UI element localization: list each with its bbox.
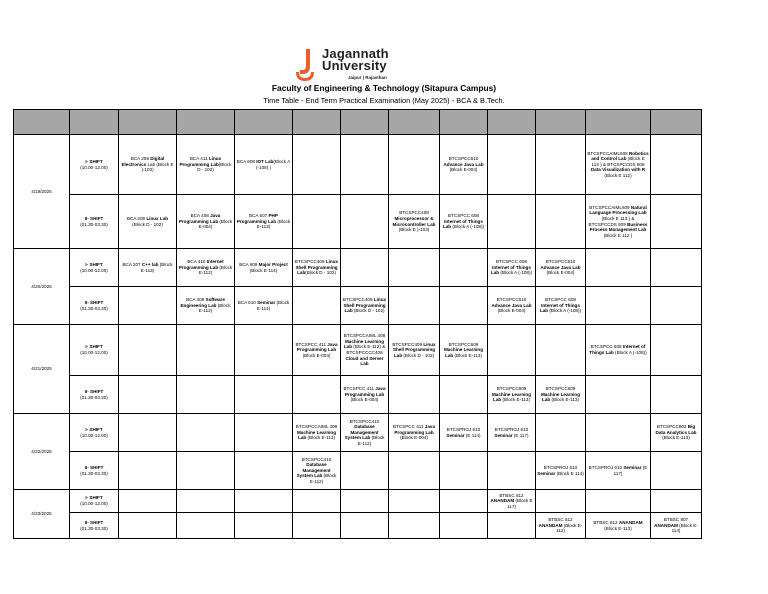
table-row	[14, 249, 702, 287]
table-row	[14, 490, 702, 513]
empty-cell	[235, 376, 293, 414]
exam-cell: BTCSPROJ 610 Seminar (E 117)	[488, 414, 536, 452]
header-cell	[536, 110, 586, 135]
shift-cell: II- SHIFT (01.30-03.30)	[70, 287, 119, 325]
empty-cell	[389, 490, 440, 513]
university-logo	[294, 48, 474, 84]
empty-cell	[536, 490, 586, 513]
table-row	[14, 414, 702, 452]
exam-cell: BCA 410 Internet Programming Lab (Block E-112)	[177, 249, 235, 287]
empty-cell	[389, 135, 440, 195]
empty-cell	[293, 135, 341, 195]
empty-cell	[177, 325, 235, 376]
empty-cell	[488, 325, 536, 376]
empty-cell	[651, 376, 702, 414]
header-row	[14, 110, 702, 135]
empty-cell	[235, 513, 293, 539]
empty-cell	[177, 452, 235, 490]
empty-cell	[293, 287, 341, 325]
empty-cell	[536, 325, 586, 376]
empty-cell	[389, 249, 440, 287]
exam-cell: BTCSPCCAIML609 Natural Language Processing Lab (Block E 113 ) & BTCSPCCDS 609 Business Process Management Lab (Block E 112 )	[586, 195, 651, 249]
empty-cell	[440, 452, 488, 490]
date-cell: 4/20/2025	[14, 249, 70, 325]
shift-cell: I- SHIFT (10.00-12.00)	[70, 325, 119, 376]
table-row	[14, 513, 702, 539]
logo-location: Jaipur | Rajasthan	[348, 75, 387, 80]
empty-cell	[651, 325, 702, 376]
exam-cell: BCA 408 Java Programming Lab (Block E-004)	[177, 195, 235, 249]
shift-cell: I- SHIFT (10.00-12.00)	[70, 490, 119, 513]
empty-cell	[177, 376, 235, 414]
empty-cell	[651, 490, 702, 513]
logo-wordmark	[322, 48, 389, 72]
empty-cell	[389, 513, 440, 539]
empty-cell	[119, 287, 177, 325]
exam-cell: BTCSPCC610 Advance Java Lab (Block E-004)	[536, 249, 586, 287]
exam-cell: BTCSPCC 608 Internet of Things Lab (Block A (-108))	[488, 249, 536, 287]
empty-cell	[177, 414, 235, 452]
shift-cell: I- SHIFT (10.00-12.00)	[70, 414, 119, 452]
empty-cell	[651, 195, 702, 249]
shift-cell: II- SHIFT (01.30-03.30)	[70, 513, 119, 539]
exam-cell: BCA 607 PHP Programming Lab (Block E-113)	[235, 195, 293, 249]
exam-cell: BTCSPCC409 Linux Shell Programming Lab (Block D - 102)	[389, 325, 440, 376]
exam-cell: BTCSPCC 608 Internet of Things Lab (Block A (-108))	[586, 325, 651, 376]
empty-cell	[119, 376, 177, 414]
timetable	[13, 109, 702, 539]
empty-cell	[341, 452, 389, 490]
table-row	[14, 287, 702, 325]
empty-cell	[341, 249, 389, 287]
header-cell	[389, 110, 440, 135]
empty-cell	[488, 135, 536, 195]
empty-cell	[586, 376, 651, 414]
header-cell	[119, 110, 177, 135]
exam-cell: BTCSPCC410 Database Management System Lab (Block E-112)	[293, 452, 341, 490]
exam-cell: BCA 610 Seminar (Block E-114)	[235, 287, 293, 325]
exam-cell: BCA 411 Linux Programming Lab(Block D - 102)	[177, 135, 235, 195]
exam-cell: BTCSPROJ 610 Seminar (Block E 114)	[536, 452, 586, 490]
empty-cell	[651, 135, 702, 195]
empty-cell	[536, 135, 586, 195]
empty-cell	[586, 414, 651, 452]
exam-cell: BTCSPCC610 Advance Java Lab (Block E-004)	[488, 287, 536, 325]
exam-cell: BTCSPCCAIML 408 Machine Learning Lab (Block E-112) & BTCSPCCCC408 Cloud and Server Lab	[341, 325, 389, 376]
date-cell: 4/19/2025	[14, 135, 70, 249]
page-subtitle: Time Table - End Term Practical Examination (May 2025) - BCA & B.Tech.	[263, 96, 505, 105]
date-cell: 4/21/2025	[14, 325, 70, 414]
empty-cell	[536, 195, 586, 249]
empty-cell	[389, 287, 440, 325]
exam-cell: BTCSPCC409 Linux Shell Programming Lab(Block D - 102)	[293, 249, 341, 287]
header-cell	[235, 110, 293, 135]
empty-cell	[235, 452, 293, 490]
empty-cell	[586, 287, 651, 325]
exam-cell: BTCSPCC409 Linux Shell Programming Lab (Block D - 102)	[341, 287, 389, 325]
empty-cell	[440, 376, 488, 414]
empty-cell	[488, 452, 536, 490]
header-cell	[293, 110, 341, 135]
logo-line1: Jagannath	[322, 46, 389, 61]
exam-cell: BTCSPCC410 Database Management System Lab (Block E-112)	[341, 414, 389, 452]
empty-cell	[235, 414, 293, 452]
exam-cell: BTCSPCC 411 Java Programming Lab (Block E-004)	[293, 325, 341, 376]
empty-cell	[293, 513, 341, 539]
page-title: Faculty of Engineering & Technology (Sitapura Campus)	[271, 83, 497, 93]
exam-cell: BTCSPCC610 Advance Java Lab (Block E-004)	[440, 135, 488, 195]
empty-cell	[341, 513, 389, 539]
empty-cell	[293, 376, 341, 414]
empty-cell	[651, 452, 702, 490]
header-cell	[651, 110, 702, 135]
empty-cell	[341, 195, 389, 249]
empty-cell	[536, 414, 586, 452]
empty-cell	[119, 325, 177, 376]
table-row	[14, 135, 702, 195]
empty-cell	[651, 287, 702, 325]
table-row	[14, 325, 702, 376]
empty-cell	[488, 195, 536, 249]
shift-cell: I- SHIFT (10.00-12.00)	[70, 135, 119, 195]
empty-cell	[389, 376, 440, 414]
empty-cell	[235, 490, 293, 513]
header-cell	[586, 110, 651, 135]
logo-line2: University	[322, 58, 387, 73]
empty-cell	[235, 325, 293, 376]
exam-cell: BTBSC 612 ANANDAM (Block E 117)	[488, 490, 536, 513]
exam-cell: BTBSC 612 ANANDAM (Block E-113)	[586, 513, 651, 539]
empty-cell	[119, 452, 177, 490]
exam-cell: BCA 409 Software Engineering Lab (Block E-112)	[177, 287, 235, 325]
table-row	[14, 376, 702, 414]
exam-cell: BTCSPCC609 Machine Learning Lab (Block E-113)	[440, 325, 488, 376]
table-row	[14, 452, 702, 490]
empty-cell	[177, 513, 235, 539]
empty-cell	[651, 249, 702, 287]
empty-cell	[341, 490, 389, 513]
empty-cell	[293, 490, 341, 513]
empty-cell	[440, 249, 488, 287]
header-cell	[440, 110, 488, 135]
empty-cell	[177, 490, 235, 513]
exam-cell: BCA 209 Linux Lab (Block D - 102)	[119, 195, 177, 249]
empty-cell	[586, 490, 651, 513]
empty-cell	[440, 490, 488, 513]
exam-cell: BTCSPCC 411 Java Programming Lab (Block E-004)	[389, 414, 440, 452]
exam-cell: BTCSPCC609 Machine Learning Lab (Block E-113)	[536, 376, 586, 414]
exam-cell: BTCSPCCAIML 408 Machine Learning Lab (Block E-113)	[293, 414, 341, 452]
exam-cell: BCA 207 C++ lab (Block E-113)	[119, 249, 177, 287]
exam-cell: BTCSPCC609 Machine Learning Lab (Block E-113)	[488, 376, 536, 414]
date-cell: 4/22/2025	[14, 414, 70, 490]
empty-cell	[440, 287, 488, 325]
empty-cell	[293, 195, 341, 249]
university-emblem-icon	[294, 48, 316, 82]
empty-cell	[119, 414, 177, 452]
empty-cell	[119, 513, 177, 539]
exam-cell: BTCSPROJ 610 Seminar (E 117)	[586, 452, 651, 490]
exam-cell: BCA 608 IOT Lab(Block A (-108) )	[235, 135, 293, 195]
header-cell	[14, 110, 70, 135]
header-cell	[488, 110, 536, 135]
exam-cell: BTBSC 807 ANANDAM (Block E-114)	[651, 513, 702, 539]
empty-cell	[341, 135, 389, 195]
date-cell: 4/23/2025	[14, 490, 70, 539]
header-cell	[341, 110, 389, 135]
exam-cell: BTCSPCCAIML608 Robotics and Control Lab (Block E 113 ) & BTCSPCCDS 608 Data Visualization with R (Block E 112)	[586, 135, 651, 195]
shift-cell: I- SHIFT (10.00-12.00)	[70, 249, 119, 287]
exam-cell: BTCSPCC803 Big Data Analytics Lab (Block E-113)	[651, 414, 702, 452]
exam-cell: BTCSPCC 608 Internet of Things Lab (Block A (-108))	[536, 287, 586, 325]
header-cell	[70, 110, 119, 135]
exam-cell: BTCSPCC408 Microprocessor & Microcontroller Lab (Block E )-103)	[389, 195, 440, 249]
exam-cell: BTCSPCC 411 Java Programming Lab (Block E-004)	[341, 376, 389, 414]
exam-cell: BTCSPCC 608 Internet of Things Lab (Block A (-108))	[440, 195, 488, 249]
table-row	[14, 195, 702, 249]
header-cell	[177, 110, 235, 135]
empty-cell	[440, 513, 488, 539]
exam-cell: BTCSPROJ 610 Seminar (E 114)	[440, 414, 488, 452]
empty-cell	[488, 513, 536, 539]
exam-cell: BTBSC 612 ANANDAM (Block E-112)	[536, 513, 586, 539]
shift-cell: II- SHIFT (01.30-03.30)	[70, 195, 119, 249]
empty-cell	[389, 452, 440, 490]
shift-cell: II- SHIFT (01.30-03.30)	[70, 376, 119, 414]
shift-cell: II- SHIFT (01.30-03.30)	[70, 452, 119, 490]
empty-cell	[586, 249, 651, 287]
exam-cell: BCA 609 Major Project (Block E-114)	[235, 249, 293, 287]
empty-cell	[119, 490, 177, 513]
exam-cell: BCA 208 Digital Electronics Lab (Block E )-103)	[119, 135, 177, 195]
